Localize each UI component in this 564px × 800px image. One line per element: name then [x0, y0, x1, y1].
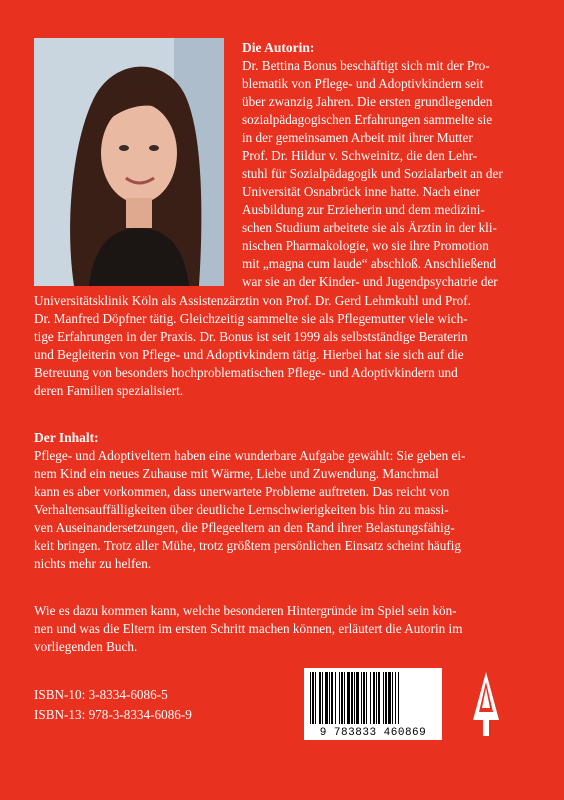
barcode-bar	[344, 672, 345, 724]
author-line: Betreuung von besonders hochproblematischen Pflege- und Adoptivkindern und	[34, 365, 458, 380]
barcode-bar	[339, 672, 340, 724]
barcode-bar	[329, 672, 330, 724]
author-line: tige Erfahrungen in der Praxis. Dr. Bonus ist seit 1999 als selbstständige Beraterin	[34, 329, 468, 344]
author-heading: Die Autorin:	[242, 40, 315, 55]
content-line: keit bringen. Trotz aller Mühe, trotz größtem persönlichen Einsatz scheint häufig	[34, 538, 462, 553]
barcode-bar	[388, 672, 391, 724]
author-line: Prof. Dr. Hildur v. Schweinitz, die den Lehr-	[242, 148, 478, 163]
barcode-bar	[341, 672, 343, 724]
barcode-bar	[354, 672, 355, 724]
content-line: nen und was die Eltern im ersten Schritt machen können, erläutert die Autorin im	[34, 621, 463, 636]
author-photo	[34, 38, 224, 286]
barcode-bar	[351, 672, 353, 724]
author-line: Dr. Manfred Döpfner tätig. Gleichzeitig sammelte sie als Pflegemutter viele wich-	[34, 311, 468, 326]
content-line: Pflege- und Adoptiveltern haben eine wunderbare Aufgabe gewählt: Sie geben ei-	[34, 448, 466, 463]
barcode-bar	[335, 672, 336, 724]
author-line: in der gemeinsamen Arbeit mit ihrer Mutter	[242, 130, 473, 145]
barcode-bar	[319, 672, 321, 724]
barcode-bar	[310, 672, 311, 724]
content-line: ven Auseinandersetzungen, die Pflegeeltern an den Rand ihrer Belastungsfähig-	[34, 520, 455, 535]
barcode-number: 9 783833 460869	[319, 727, 427, 739]
barcode-bar	[312, 672, 314, 724]
author-line: Dr. Bettina Bonus beschäftigt sich mit der Pro-	[242, 58, 490, 73]
author-line: mit „magna cum laude“ abschloß. Anschließend	[242, 256, 497, 271]
barcode-bar	[322, 672, 323, 724]
barcode-bar	[385, 672, 387, 724]
barcode-bar	[331, 672, 333, 724]
isbn-13: ISBN-13: 978-3-8334-6086-9	[34, 707, 192, 722]
author-line: deren Familien spezialisiert.	[34, 383, 184, 398]
author-line: nischen Pharmakologie, wo sie ihre Promotion	[242, 238, 489, 253]
content-line: Verhaltensauffälligkeiten über deutliche Lernschwierigkeiten bis hin zu massi-	[34, 502, 449, 517]
barcode-bar	[378, 672, 380, 724]
barcode-bar	[361, 672, 362, 724]
barcode-bar	[325, 672, 328, 724]
author-line: war sie an der Kinder- und Jugendpsychatrie der	[242, 274, 498, 289]
author-line: stuhl für Sozialpädagogik und Sozialarbeit an der	[242, 166, 503, 181]
author-line: sozialpädagogischen Erfahrungen sammelte sie	[242, 112, 493, 127]
content-line: vorliegenden Buch.	[34, 639, 138, 654]
barcode-bar	[376, 672, 377, 724]
barcode-bar	[398, 672, 399, 724]
author-line: Universität Osnabrück inne hatte. Nach einer	[242, 184, 481, 199]
barcode-bar	[363, 672, 365, 724]
barcode-bar	[373, 672, 375, 724]
barcode-bar	[366, 672, 367, 724]
recycling-paper-icon	[465, 668, 507, 740]
author-line: schen Studium arbeitete sie als Ärztin in der kli-	[242, 220, 497, 235]
barcode-bar	[356, 672, 359, 724]
content-line: nichts mehr zu helfen.	[34, 556, 152, 571]
barcode-bar	[315, 672, 316, 724]
barcode-bar	[347, 672, 350, 724]
content-line: kann es aber vorkommen, dass unerwartete Probleme auftreten. Das reicht von	[34, 484, 450, 499]
author-line: und Begleiterin von Pflege- und Adoptivkindern tätig. Hierbei hat sie sich auf die	[34, 347, 464, 362]
author-line: Universitätsklinik Köln als Assistenzärztin von Prof. Dr. Gerd Lehmkuhl und Prof.	[34, 293, 471, 308]
content-heading: Der Inhalt:	[34, 430, 99, 445]
barcode-bar	[392, 672, 393, 724]
barcode-bar	[383, 672, 384, 724]
author-line: blematik von Pflege- und Adoptivkindern seit	[242, 76, 484, 91]
content-line: nem Kind ein neues Zuhause mit Wärme, Liebe und Zuwendung. Manchmal	[34, 466, 439, 481]
author-line: über zwanzig Jahren. Die ersten grundlegenden	[242, 94, 493, 109]
isbn-10: ISBN-10: 3-8334-6086-5	[34, 687, 168, 702]
content-line: Wie es dazu kommen kann, welche besonderen Hintergründe im Spiel sein kön-	[34, 603, 457, 618]
barcode-bars	[304, 668, 442, 728]
author-line: Ausbildung zur Erzieherin und dem medizini-	[242, 202, 485, 217]
barcode	[304, 668, 442, 740]
barcode-bar	[370, 672, 371, 724]
barcode-bar	[395, 672, 396, 724]
